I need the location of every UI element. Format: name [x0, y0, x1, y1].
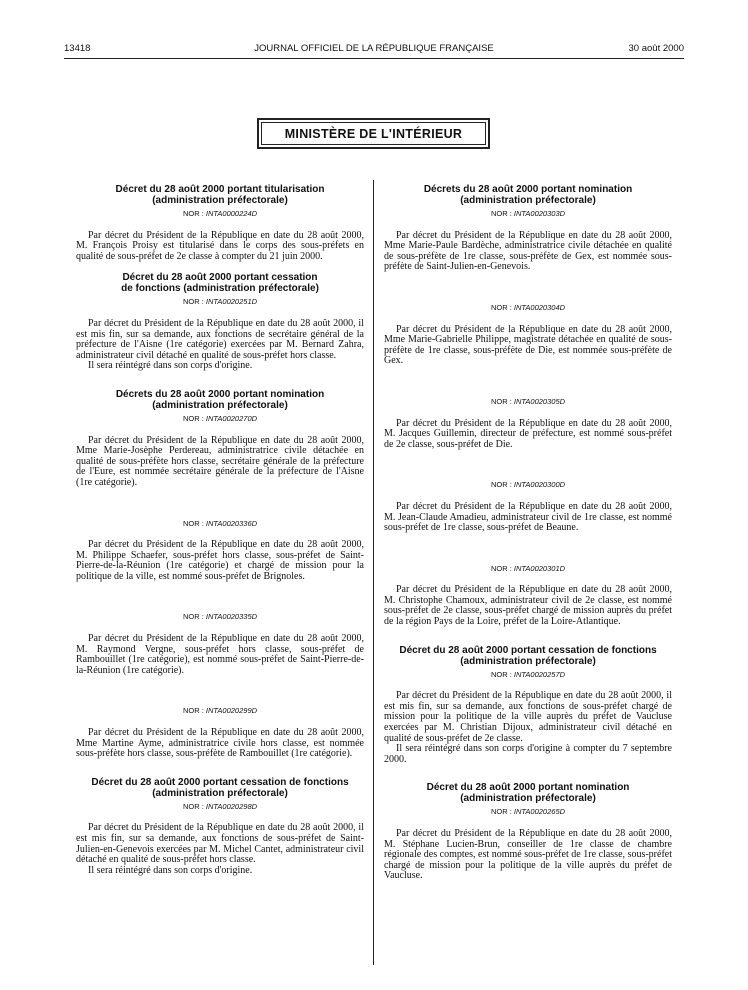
decree-paragraph: Par décret du Président de la République en date du 28 août 2000, Mme Marie-Paule Bardèche, administratrice civile détachée en qualité de sous-préfète de 1re classe, sous-préfète de Gex, est nommée sous-préfète de Saint-Julien-en-Genevois. — [384, 229, 672, 273]
nor-reference — [384, 303, 672, 314]
decree-section — [384, 397, 672, 450]
decree-subtitle: (administration préfectorale) — [460, 655, 596, 667]
decree-section — [384, 645, 672, 766]
decree-paragraph: Par décret du Président de la République en date du 28 août 2000, M. Philippe Schaefer, sous-préfet hors classe, sous-préfet de Saint-Pierre-de-la-Réunion (1re catégorie) et chargé de mission pour la politique de la ville, est nommé sous-préfet de Brignoles. — [76, 539, 364, 582]
ministry-banner — [257, 118, 490, 149]
nor-code: INTA0020298D — [205, 801, 258, 811]
nor-reference — [76, 519, 364, 530]
decree-section — [76, 184, 364, 262]
decree-title: Décret du 28 août 2000 portant nomination — [426, 782, 630, 794]
nor-reference — [76, 706, 364, 717]
nor-reference — [384, 670, 672, 681]
decree-section — [76, 389, 364, 489]
nor-label: NOR : — [490, 396, 512, 406]
nor-code: INTA0020304D — [513, 302, 566, 312]
decree-subtitle: (administration préfectorale) — [152, 195, 288, 206]
nor-code: INTA0020305D — [513, 396, 566, 406]
nor-reference — [384, 480, 672, 491]
decree-title: Décret du 28 août 2000 portant cessation — [122, 272, 318, 284]
nor-reference — [384, 807, 672, 818]
decree-title: Décrets du 28 août 2000 portant nomination — [423, 184, 633, 195]
nor-label: NOR : — [182, 518, 204, 528]
decree-paragraph: Par décret du Président de la République en date du 28 août 2000, M. Jean-Claude Amadieu, administrateur civil de 1re classe, est nommé sous-préfet de 1re classe, sous-préfet de Beaune. — [384, 500, 672, 534]
decree-section — [76, 272, 364, 372]
nor-code: INTA0020303D — [513, 209, 566, 218]
nor-code: INTA0020257D — [513, 669, 566, 679]
decree-section — [384, 564, 672, 628]
nor-code: INTA0020251D — [205, 297, 258, 307]
decree-paragraph: Par décret du Président de la République en date du 28 août 2000, Mme Marie-Gabrielle Philippe, magistrate détachée en qualité de sous-préfète de 1re classe, sous-préfète de Die, est nommée sous-préfète de Gex. — [384, 323, 672, 367]
nor-reference — [384, 397, 672, 408]
header-rule — [64, 58, 684, 59]
nor-code: INTA0020301D — [513, 563, 566, 573]
decree-subtitle: (administration préfectorale) — [152, 399, 288, 411]
decree-subtitle: (administration préfectorale) — [460, 195, 596, 206]
nor-reference — [76, 209, 364, 220]
decree-title: Décret du 28 août 2000 portant titularisation — [115, 184, 325, 195]
nor-code: INTA0020299D — [205, 706, 258, 716]
nor-code: INTA0020336D — [205, 518, 258, 528]
ministry-title: MINISTÈRE DE L'INTÉRIEUR — [284, 127, 463, 141]
issue-date: 30 août 2000 — [628, 43, 684, 54]
decree-section — [76, 519, 364, 583]
decree-title: Décret du 28 août 2000 portant cessation de fonctions — [91, 776, 349, 788]
nor-code: INTA0020270D — [205, 413, 258, 423]
nor-code: INTA0020265D — [513, 807, 566, 817]
decree-subtitle: (administration préfectorale) — [152, 787, 288, 799]
nor-reference — [76, 414, 364, 425]
decree-paragraph: Par décret du Président de la République en date du 28 août 2000, il est mis fin, sur sa demande, aux fonctions de sous-préfet de Saint-Julien-en-Genevois exercées par M. Michel Cantet, administrateur civil détaché en qualité de sous-préfet hors classe. — [76, 822, 364, 866]
decree-paragraph: Par décret du Président de la République en date du 28 août 2000, M. Jacques Guillemin, directeur de préfecture, est nommé sous-préfet de 2e classe, sous-préfet de Die. — [384, 417, 672, 450]
decree-paragraph: Par décret du Président de la République en date du 28 août 2000, M. Raymond Vergne, sous-préfet hors classe, sous-préfet de Rambouillet (1re catégorie), est nommé sous-préfet de Saint-Pierre-de-la-Réunion (1re catégorie). — [76, 633, 364, 676]
nor-reference — [76, 802, 364, 813]
nor-reference — [76, 612, 364, 623]
decree-paragraph: Par décret du Président de la République en date du 28 août 2000, M. Christophe Chamoux, administrateur civil de 2e classe, est nommé sous-préfet de 2e classe, sous-préfet chargé de mission auprès du préfet de la région Pays de la Loire, préfet de la Loire-Atlantique. — [384, 584, 672, 628]
decree-section — [76, 612, 364, 676]
right-column — [384, 184, 672, 882]
decree-paragraph: Par décret du Président de la République en date du 28 août 2000, il est mis fin, sur sa demande, aux fonctions de sous-préfet chargé de mission pour la politique de la ville auprès du préfet de Vaucluse exercées par M. Christian Dijoux, administrateur civil détaché en qualité de sous-préfet de 2e classe. — [384, 690, 672, 744]
decree-section — [76, 777, 364, 877]
nor-label: NOR : — [182, 706, 204, 716]
decree-section — [76, 706, 364, 759]
nor-code: INTA0000224D — [205, 209, 258, 218]
page-header — [64, 43, 684, 57]
decree-title: Décrets du 28 août 2000 portant nomination — [115, 388, 325, 400]
nor-label: NOR : — [182, 413, 204, 423]
nor-label: NOR : — [490, 209, 512, 218]
decree-section — [384, 782, 672, 882]
journal-title: JOURNAL OFFICIEL DE LA RÉPUBLIQUE FRANÇAISE — [254, 43, 494, 54]
decree-section — [384, 303, 672, 367]
page-number: 13418 — [64, 43, 91, 54]
decree-section — [384, 480, 672, 533]
column-divider — [373, 180, 374, 965]
nor-label: NOR : — [490, 669, 512, 679]
nor-label: NOR : — [182, 801, 204, 811]
nor-reference — [76, 297, 364, 308]
nor-code: INTA0020335D — [205, 612, 258, 622]
decree-section — [384, 184, 672, 273]
nor-label: NOR : — [490, 807, 512, 817]
decree-paragraph: Il sera réintégré dans son corps d'origine. — [88, 360, 253, 372]
nor-label: NOR : — [182, 612, 204, 622]
nor-reference — [384, 209, 672, 220]
decree-paragraph: Par décret du Président de la République en date du 28 août 2000, M. François Proisy est titularisé dans le corps des sous-préfets en qualité de sous-préfet de 2e classe à compter du 21 juin 2000. — [76, 229, 364, 262]
decree-paragraph: Par décret du Président de la République en date du 28 août 2000, il est mis fin, sur sa demande, aux fonctions de secrétaire général de la préfecture de l'Aisne (1re catégorie) exercées par M. Bernard Zahra, administrateur civil détaché en qualité de sous-préfet hors classe. — [76, 317, 364, 361]
nor-label: NOR : — [490, 563, 512, 573]
nor-code: INTA0020300D — [513, 480, 566, 490]
decree-title: Décret du 28 août 2000 portant cessation de fonctions — [399, 644, 657, 656]
nor-label: NOR : — [490, 480, 512, 490]
decree-subtitle: (administration préfectorale) — [460, 793, 596, 805]
nor-label: NOR : — [182, 297, 204, 307]
decree-paragraph: Il sera réintégré dans son corps d'origine à compter du 7 septembre 2000. — [384, 743, 672, 765]
nor-label: NOR : — [182, 209, 204, 218]
decree-paragraph: Il sera réintégré dans son corps d'origine. — [88, 864, 253, 876]
decree-paragraph: Par décret du Président de la République en date du 28 août 2000, Mme Marie-Josèphe Perdereau, administratrice civile détachée en qualité de sous-préfète hors classe, secrétaire générale de la préfecture de l'Eure, est nommée secrétaire générale de la préfecture de l'Aisne (1re catégorie). — [76, 434, 364, 488]
left-column — [76, 184, 364, 876]
decree-paragraph: Par décret du Président de la République en date du 28 août 2000, Mme Martine Ayme, administratrice civile hors classe, est nommée sous-préfète hors classe, sous-préfète de Rambouillet (1re catégorie). — [76, 727, 364, 760]
nor-reference — [384, 564, 672, 575]
nor-label: NOR : — [490, 302, 512, 312]
decree-subtitle: de fonctions (administration préfectorale) — [121, 283, 319, 295]
decree-paragraph: Par décret du Président de la République en date du 28 août 2000, M. Stéphane Lucien-Brun, conseiller de 1re classe de chambre régionale des comptes, est nommé sous-préfet de 1re classe, sous-préfet chargé de mission pour la politique de la ville auprès du préfet de Vaucluse. — [384, 828, 672, 882]
